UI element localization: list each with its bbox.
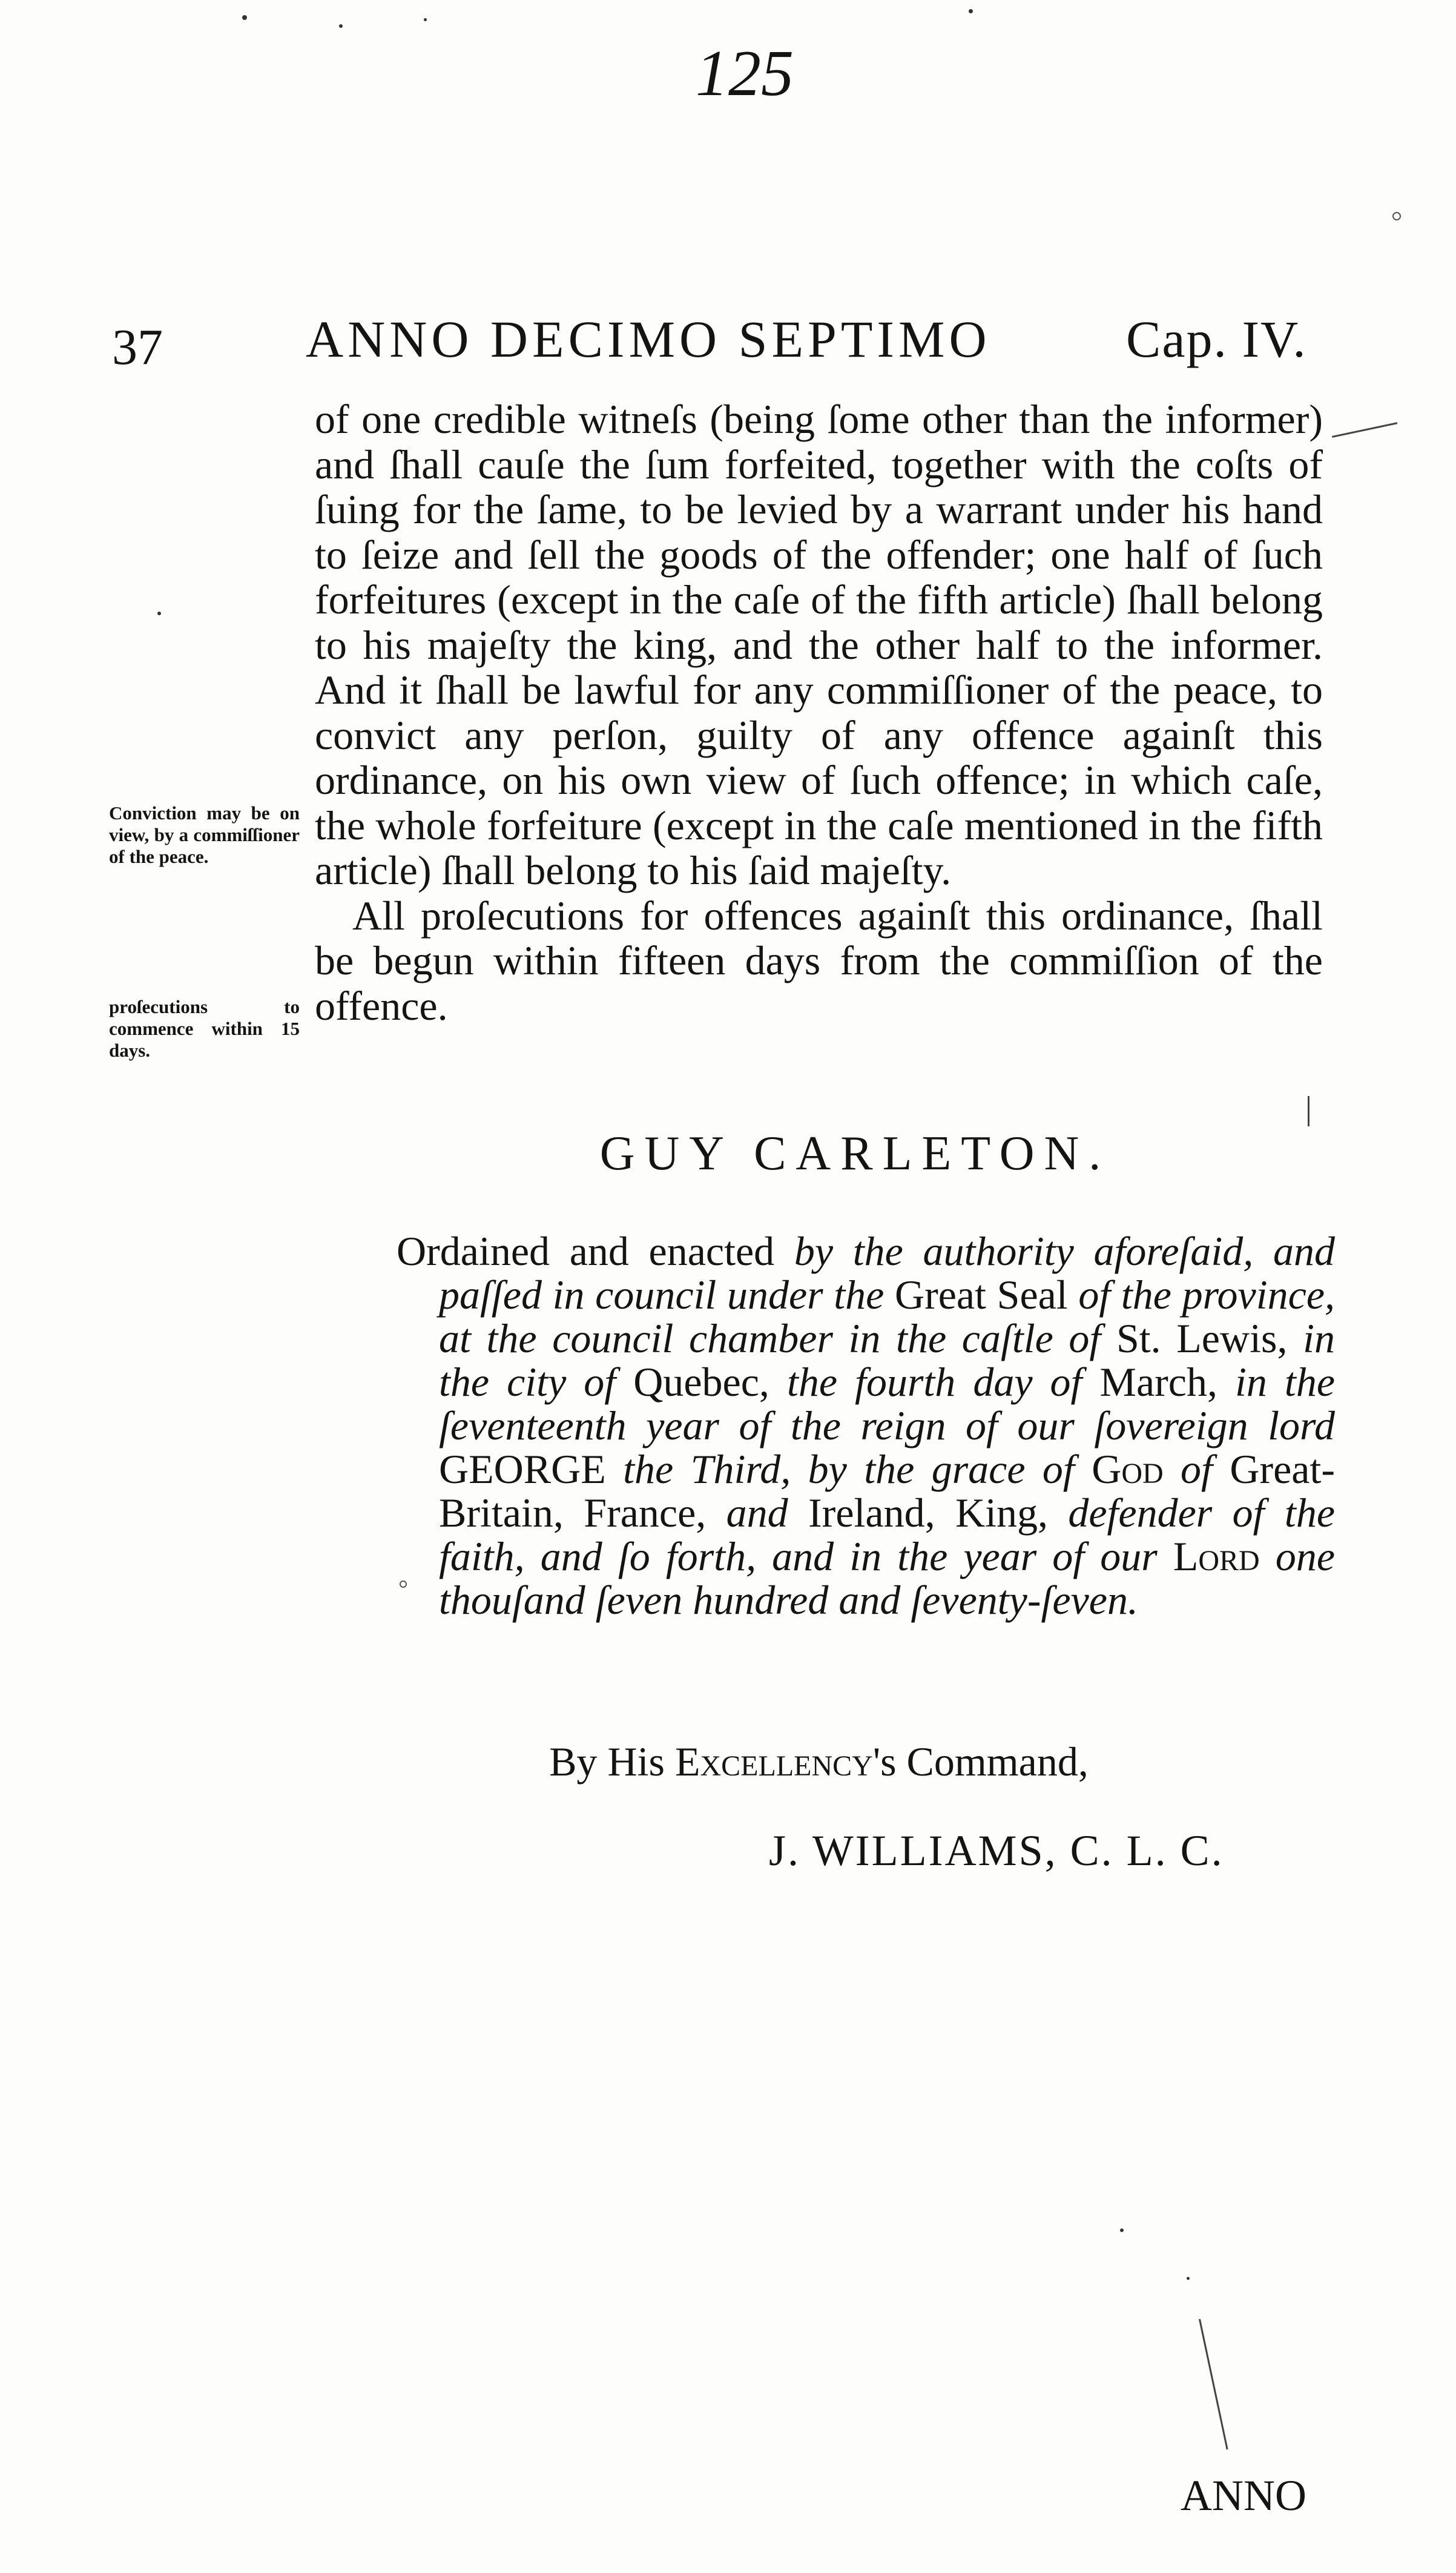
scan-mark [1308, 1096, 1309, 1126]
ordained-text: of [1181, 1446, 1230, 1492]
folio-number: 125 [696, 38, 794, 110]
page-number: 37 [112, 319, 163, 375]
command-text: Excellency [674, 1739, 873, 1785]
scan-speck [400, 1580, 407, 1588]
ordinance-body [315, 397, 1323, 1028]
ordained-text: defender of the faith, and ſo forth, and in the year of our [439, 1490, 1335, 1579]
body-paragraph: of one credible witneſs (being ſome other than the informer) and ſhall cauſe the ſum forfeited, together with the coſts of ſuing for the ſame, to be levied by a warrant under his hand to ſeize and ſell the goods of the offender; one half of ſuch forfeitures (except in the caſe of the fifth article) ſhall belong to his majeſty the king, and the other half to the informer. And it ſhall be lawful for any commiſſioner of the peace, to convict any perſon, guilty of any offence againſt this ordinance, on his own view of ſuch offence; in which caſe, the whole forfeiture (except in the caſe mentioned in the fifth article) ſhall belong to his ſaid majeſty. [315, 396, 1323, 893]
command-text: By His [549, 1739, 675, 1785]
ordained-text: March, [1099, 1359, 1235, 1405]
ordained-text: Quebec, [633, 1359, 787, 1405]
command-line [315, 1738, 1323, 1786]
ordained-text: God [1092, 1446, 1181, 1492]
scan-speck [1392, 212, 1401, 220]
scan-mark [1199, 2319, 1228, 2449]
scan-speck [242, 15, 247, 20]
ordained-text: by the authority aforeſaid, and paſſed in council under the [439, 1228, 1335, 1318]
ordained-text: GEORGE [439, 1446, 624, 1492]
clerk-signature: J. WILLIAMS, C. L. C. [769, 1826, 1224, 1875]
ordained-text: the Third, by the grace of [623, 1446, 1092, 1492]
ordained-clause [397, 1229, 1335, 1622]
ordained-text: in the ſeventeenth year of the reign of our ſovereign lord [439, 1359, 1336, 1448]
chapter-label: Cap. IV. [1126, 310, 1307, 368]
scan-mark [1332, 422, 1397, 438]
ordained-text: Great Seal [894, 1272, 1079, 1318]
scan-speck [424, 18, 427, 21]
ordained-text: of the province, at the council chamber in the caſtle of [439, 1272, 1335, 1361]
ordained-text: Ireland, King, [808, 1490, 1069, 1536]
catchword: ANNO [1181, 2471, 1306, 2520]
ordained-text: Lord [1173, 1533, 1276, 1579]
ordained-text: and [726, 1490, 809, 1536]
running-head: ANNO DECIMO SEPTIMO [306, 310, 991, 368]
ordained-text: St. Lewis, [1116, 1315, 1303, 1361]
ordained-text: Ordained and enacted [397, 1228, 794, 1274]
ordained-text: in the city of [439, 1315, 1335, 1405]
margin-note: proſecutions to commence within 15 days. [109, 996, 300, 1061]
signature-guy-carleton: GUY CARLETON. [599, 1127, 1111, 1180]
ordained-text: the fourth day of [786, 1359, 1100, 1405]
scan-speck [969, 9, 973, 13]
body-paragraph: All proſecutions for offences againſt this ordinance, ſhall be begun within fifteen days from the commiſſion of the offence. [315, 892, 1323, 1029]
ordained-text: one thouſand ſeven hundred and ſeventy-ſeven. [439, 1533, 1335, 1623]
scan-speck [1120, 2228, 1124, 2232]
ordained-text: Great-Britain, France, [439, 1446, 1335, 1536]
scan-speck [339, 24, 343, 28]
margin-note: Conviction may be on view, by a commiſſioner of the peace. [109, 802, 300, 867]
scan-speck [1187, 2277, 1190, 2280]
command-text: 's Command, [872, 1739, 1089, 1785]
scan-speck [157, 612, 161, 615]
